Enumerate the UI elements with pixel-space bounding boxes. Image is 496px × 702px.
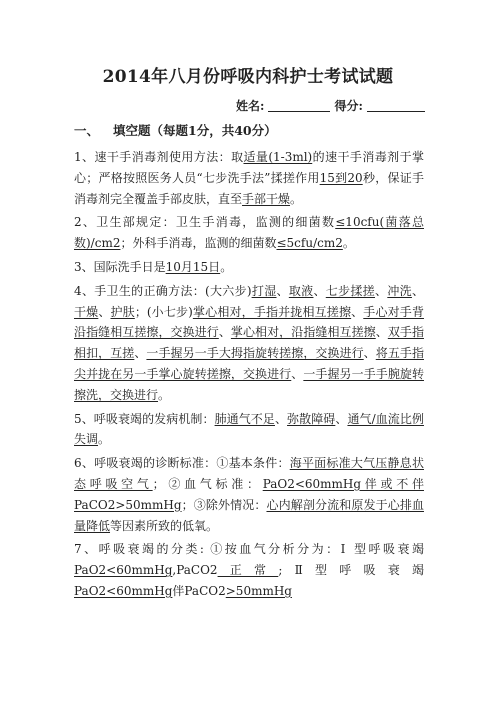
question-text: 。 <box>290 191 303 206</box>
question-text: 、 <box>134 346 147 361</box>
question-text: 。 <box>342 236 355 251</box>
question-text: 6、呼吸衰竭的诊断标准：①基本条件： <box>74 456 290 471</box>
question-2 <box>74 212 424 254</box>
answer-text: 双手指相扣，互搓 <box>74 325 424 361</box>
question-text: 、 <box>218 325 231 340</box>
answer-text: 取液 <box>288 283 314 298</box>
answer-text: PaO2<60mmHg <box>74 583 173 598</box>
answer-text: 手部干燥 <box>242 191 291 206</box>
answer-text: 正常 <box>217 563 279 578</box>
question-text: 。 <box>220 259 233 274</box>
question-list <box>74 147 436 605</box>
answer-text: 七步揉搓 <box>325 283 375 298</box>
question-text: ；(小七步) <box>134 304 193 319</box>
question-text: 秒，保证手消毒剂完全覆盖手部皮肤，直至 <box>74 170 424 206</box>
question-text: 、 <box>276 283 289 298</box>
question-6 <box>74 453 424 536</box>
section-heading <box>74 121 277 139</box>
answer-text: 掌心相对，沿指缝相互搓擦 <box>230 325 376 340</box>
answer-text: 肺通气不足 <box>214 411 275 426</box>
score-blank[interactable] <box>367 99 425 112</box>
question-7 <box>74 539 436 601</box>
answer-text: 15到20 <box>319 170 363 185</box>
question-text: 、 <box>291 366 304 381</box>
answer-text: 手心对手背沿指缝相互搓擦，交换进行 <box>74 304 424 340</box>
question-5 <box>74 409 424 451</box>
question-text: 。 <box>98 432 111 447</box>
question-text: 7、呼吸衰竭的分类: ①按血气分析分为：Ⅰ 型呼吸衰竭 <box>74 542 436 557</box>
question-4 <box>74 281 424 406</box>
name-blank[interactable] <box>268 99 330 112</box>
answer-text: 将五手指尖并拢在另一手掌心旋转搓擦，交换进行 <box>74 346 424 381</box>
question-text: 、 <box>274 411 288 426</box>
question-text: 5、呼吸衰竭的发病机制： <box>74 411 215 426</box>
answer-text: 心内解剖分流和原发于心排血量降低 <box>74 497 424 533</box>
question-text: 、 <box>98 304 111 319</box>
name-score-bar <box>236 97 425 114</box>
answer-text: 护肤 <box>110 304 135 319</box>
question-text: ;Ⅱ型呼吸衰竭 <box>278 563 436 578</box>
question-text: 。 <box>158 387 171 402</box>
question-text: 、 <box>363 346 376 361</box>
answer-text: 适量(1-3ml) <box>243 150 313 164</box>
answer-text: 10月15日 <box>165 259 221 274</box>
question-text: ,PaCO2 <box>172 563 218 578</box>
question-text: ；外科手消毒，监测的细菌数 <box>120 236 277 251</box>
answer-text: 弥散障碍 <box>287 411 336 426</box>
section-title: 填空题（每题1分，共40分） <box>113 123 277 138</box>
answer-text: 一手握另一手大拇指旋转搓擦，交换进行 <box>146 346 364 361</box>
answer-text: 打湿 <box>251 283 277 298</box>
answer-text: 通气/血流比例失调 <box>74 411 424 447</box>
question-text: 、 <box>313 283 326 298</box>
document-title: 2014年八月份呼吸内科护士考试试题 <box>102 67 394 87</box>
question-text: 2、卫生部规定：卫生手消毒，监测的细菌数 <box>74 215 336 230</box>
question-text: 的速干手消毒剂于掌心；严格按照医务人员“七步洗手法”揉搓作用 <box>74 150 424 185</box>
answer-text: 一手握另一手手腕旋转擦洗，交换进行 <box>74 366 424 402</box>
question-3 <box>74 257 424 278</box>
answer-text: PaO2<60mmHg <box>74 563 173 578</box>
question-text: 4、手卫生的正确方法：(大六步) <box>74 283 252 298</box>
question-text: 3、国际洗手日是 <box>74 259 166 274</box>
question-text: 、 <box>335 411 348 426</box>
question-text: 等因素所致的低氧。 <box>110 518 219 533</box>
answer-text: 掌心相对，手指并拢相互搓擦 <box>192 304 352 319</box>
answer-text: 海平面标准大气压静息状态呼吸空气 <box>74 456 424 491</box>
answer-text: PaO2<60mmHg伴或不伴PaCO2>50mmHg <box>74 476 424 512</box>
answer-text: 干燥 <box>74 304 99 319</box>
answer-text: ≤5cfu/cm2 <box>276 236 343 251</box>
question-text: 、 <box>351 304 364 319</box>
question-text: 1、速干手消毒剂使用方法：取 <box>74 150 244 164</box>
section-number: 一、 <box>74 123 100 138</box>
name-label: 姓名: <box>236 99 265 113</box>
question-text: 、 <box>375 325 388 340</box>
answer-text: ≤10cfu(菌落总数)/cm2 <box>74 215 424 251</box>
question-text: 伴PaCO2 <box>172 583 226 598</box>
question-text: 、 <box>375 283 388 298</box>
score-label: 得分: <box>334 99 363 113</box>
question-1 <box>74 147 424 209</box>
question-text: 、 <box>411 283 424 298</box>
question-text: ；②血气标准： <box>152 476 263 491</box>
answer-text: >50mmHg <box>225 583 292 598</box>
answer-text: 冲洗 <box>387 283 412 298</box>
question-text: ；③除外情况： <box>181 497 267 512</box>
